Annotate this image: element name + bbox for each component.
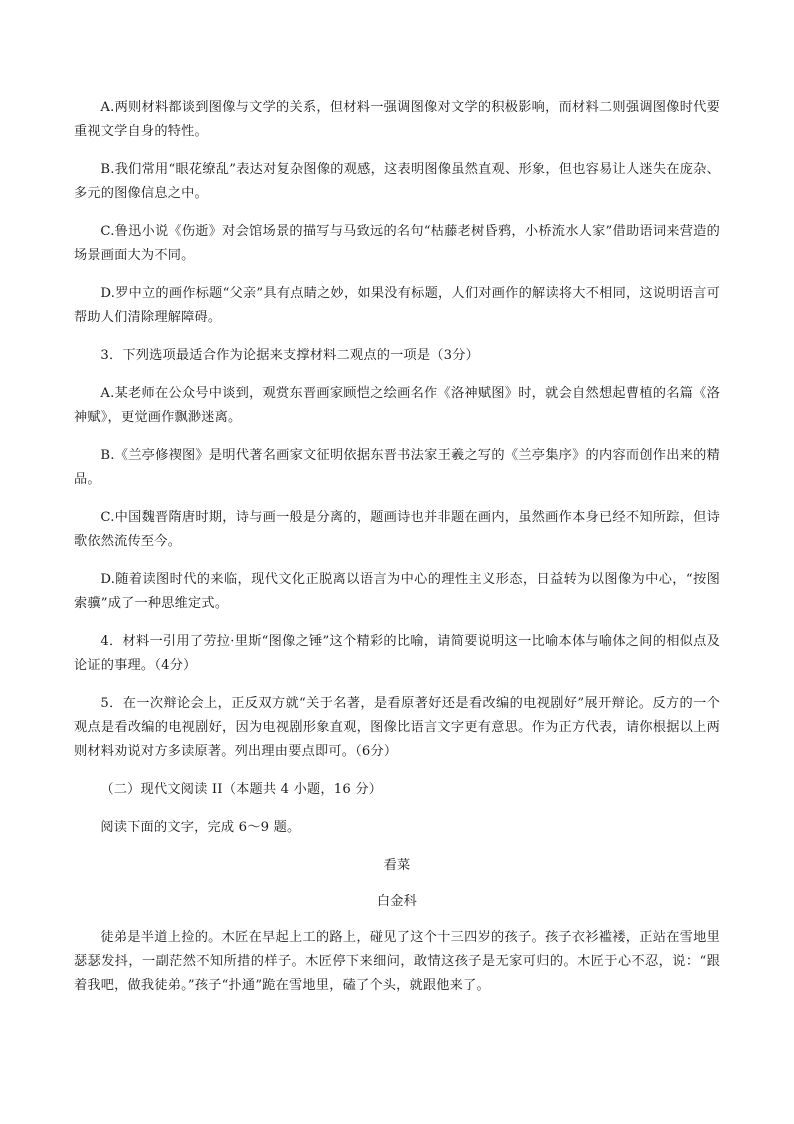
question-5: 5．在一次辩论会上，正反双方就“关于名著，是看原著好还是看改编的电视剧好”展开辩论。反方的一个观点是看改编的电视剧好，因为电视剧形象直观，图像比语言文字更有意思。作为正方代表，请你根据以上两则材料劝说对方多读原著。列出理由要点即可。（6分） xyxy=(74,696,720,759)
option-b-q2: B.我们常用“眼花缭乱”表达对复杂图像的观感，这表明图像虽然直观、形象，但也容易让人迷失在庞杂、多元的图像信息之中。 xyxy=(74,162,720,201)
option-b-q3: B.《兰亭修禊图》是明代著名画家文征明依据东晋书法家王羲之写的《兰亭集序》的内容而创作出来的精品。 xyxy=(74,448,720,487)
option-c-q2: C.鲁迅小说《伤逝》对会馆场景的描写与马致远的名句“枯藤老树昏鸦，小桥流水人家”借助语词来营造的场景画面大为不同。 xyxy=(74,224,720,263)
option-c-q3: C.中国魏晋隋唐时期，诗与画一般是分离的，题画诗也并非题在画内，虽然画作本身已经不知所踪，但诗歌依然流传至今。 xyxy=(74,510,720,549)
story-title: 看菜 xyxy=(383,858,411,873)
option-d-q3: D.随着读图时代的来临，现代文化正脱离以语言为中心的理性主义形态，日益转为以图像为中心，“按图索骥”成了一种思维定式。 xyxy=(74,572,720,611)
question-4: 4．材料一引用了劳拉·里斯“图像之锤”这个精彩的比喻，请简要说明这一比喻本体与喻体之间的相似点及论证的事理。（4分） xyxy=(74,634,720,673)
reading-instruction: 阅读下面的文字，完成 6～9 题。 xyxy=(100,820,301,835)
option-d-q2: D.罗中立的画作标题“父亲”具有点睛之妙，如果没有标题，人们对画作的解读将大不相同，这说明语言可帮助人们清除理解障碍。 xyxy=(74,286,720,325)
option-a-q2: A.两则材料都谈到图像与文学的关系，但材料一强调图像对文学的积极影响，而材料二则强调图像时代要重视文学自身的特性。 xyxy=(74,100,720,139)
story-author: 白金科 xyxy=(376,894,418,909)
question-3-stem: 3．下列选项最适合作为论据来支撑材料二观点的一项是（3分） xyxy=(100,348,480,363)
section-heading: （二）现代文阅读 II（本题共 4 小题，16 分） xyxy=(100,782,383,797)
story-paragraph: 徒弟是半道上捡的。木匠在早起上工的路上，碰见了这个十三四岁的孩子。孩子衣衫褴褛，正站在雪地里瑟瑟发抖，一副茫然不知所措的样子。木匠停下来细问，敢情这孩子是无家可归的。木匠于心不忍，说：“跟着我吧，做我徒弟。”孩子“扑通”跪在雪地里，磕了个头，就跟他来了。 xyxy=(74,930,720,993)
exam-page xyxy=(74,96,720,998)
option-a-q3: A.某老师在公众号中谈到，观赏东晋画家顾恺之绘画名作《洛神赋图》时，就会自然想起曹植的名篇《洛神赋》，更觉画作飘渺迷离。 xyxy=(74,386,720,425)
